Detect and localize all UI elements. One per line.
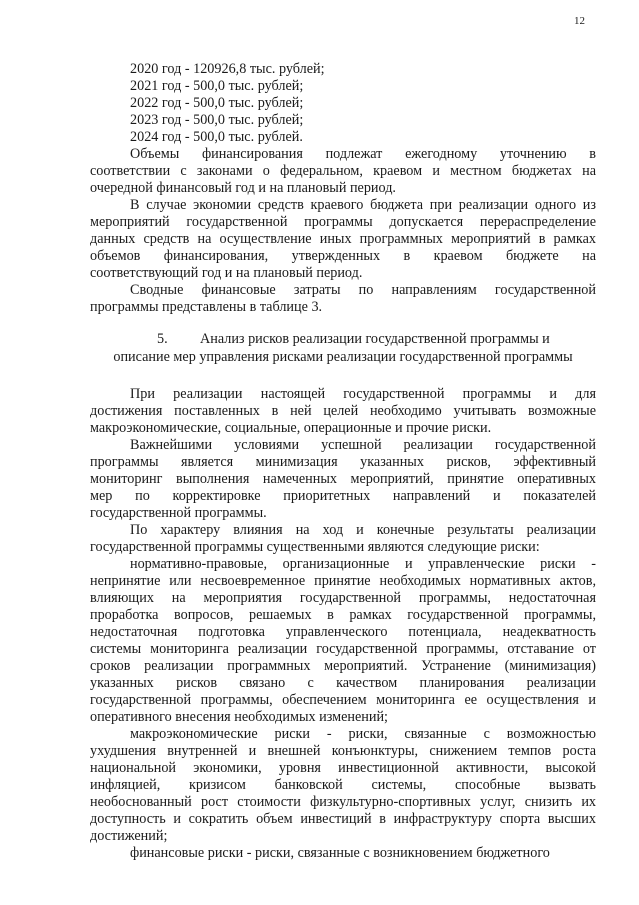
paragraph-line: программы представлены в таблице 3. — [90, 299, 323, 315]
funding-year-line: 2020 год - 120926,8 тыс. рублей; — [130, 61, 325, 77]
paragraph-line: системы мониторинга реализации государственной программы, отставание от — [90, 641, 596, 657]
paragraph-line: влияющих на мероприятия государственной программы, недостаточная — [90, 590, 596, 606]
paragraph-line: недостаточная подготовка управленческого потенциала, неадекватность — [90, 624, 596, 640]
paragraph-line: Важнейшими условиями успешной реализации государственной — [130, 437, 596, 453]
paragraph-line: В случае экономии средств краевого бюджета при реализации одного из — [130, 197, 596, 213]
paragraph-line: государственной программы. — [90, 505, 267, 521]
paragraph-line: макроэкономические риски - риски, связанные с возможностью — [130, 726, 596, 742]
paragraph-line: доступность и сократить объем инвестиций в инфраструктуру спорта высших — [90, 811, 596, 827]
paragraph-line: мероприятий государственной программы допускается перераспределение — [90, 214, 596, 230]
paragraph-line: государственной программы, обеспечением мониторинга ее осуществления и — [90, 692, 596, 708]
section-title: описание мер управления рисками реализации государственной программы — [113, 349, 573, 365]
paragraph-line: объемов финансирования, утвержденных в краевом бюджете на — [90, 248, 596, 264]
paragraph-line: Объемы финансирования подлежат ежегодному уточнению в — [130, 146, 596, 162]
paragraph-line: нормативно-правовые, организационные и управленческие риски - — [130, 556, 596, 572]
paragraph-line: инфляцией, кризисом банковской системы, способные вызвать — [90, 777, 596, 793]
paragraph-line: непринятие или несвоевременное принятие необходимых нормативных актов, — [90, 573, 596, 589]
paragraph-line: программы является минимизация указанных рисков, эффективный — [90, 454, 596, 470]
paragraph-line: данных средств на осуществление иных программных мероприятий в рамках — [90, 231, 596, 247]
paragraph-line: достижения поставленных в ней целей необходимо учитывать возможные — [90, 403, 596, 419]
paragraph-line: При реализации настоящей государственной программы и для — [130, 386, 596, 402]
paragraph-line: государственной программы существенными являются следующие риски: — [90, 539, 540, 555]
paragraph-line: национальной экономики, уровня инвестиционной активности, высокой — [90, 760, 596, 776]
paragraph-line: соответствующий год и на плановый период. — [90, 265, 363, 281]
page-number: 12 — [574, 15, 585, 27]
paragraph-line: По характеру влияния на ход и конечные результаты реализации — [130, 522, 596, 538]
paragraph-line: мониторинг выполнения намеченных мероприятий, принятие оперативных — [90, 471, 596, 487]
section-number: 5. — [157, 331, 168, 347]
paragraph-line: оперативного внесения необходимых изменений; — [90, 709, 388, 725]
paragraph-line: ухудшения внутренней и внешней конъюнктуры, снижением темпов роста — [90, 743, 596, 759]
section-title: Анализ рисков реализации государственной программы и — [200, 331, 550, 347]
paragraph-line: необоснованный рост стоимости физкультурно-спортивных услуг, снизить их — [90, 794, 596, 810]
paragraph-line: достижений; — [90, 828, 168, 844]
funding-year-line: 2024 год - 500,0 тыс. рублей. — [130, 129, 303, 145]
paragraph-line: финансовые риски - риски, связанные с возникновением бюджетного — [130, 845, 550, 861]
paragraph-line: соответствии с законами о федеральном, краевом и местном бюджетах на — [90, 163, 596, 179]
funding-year-line: 2023 год - 500,0 тыс. рублей; — [130, 112, 304, 128]
paragraph-line: очередной финансовый год и на плановый период. — [90, 180, 396, 196]
funding-year-line: 2022 год - 500,0 тыс. рублей; — [130, 95, 304, 111]
paragraph-line: указанных рисков связано с качеством планирования реализации — [90, 675, 596, 691]
paragraph-line: проработка вопросов, решаемых в рамках государственной программы, — [90, 607, 596, 623]
paragraph-line: сроков реализации программных мероприятий. Устранение (минимизация) — [90, 658, 596, 674]
paragraph-line: макроэкономические, социальные, операционные и прочие риски. — [90, 420, 492, 436]
paragraph-line: мер по корректировке приоритетных направлений и показателей — [90, 488, 596, 504]
funding-year-line: 2021 год - 500,0 тыс. рублей; — [130, 78, 304, 94]
paragraph-line: Сводные финансовые затраты по направлениям государственной — [130, 282, 596, 298]
